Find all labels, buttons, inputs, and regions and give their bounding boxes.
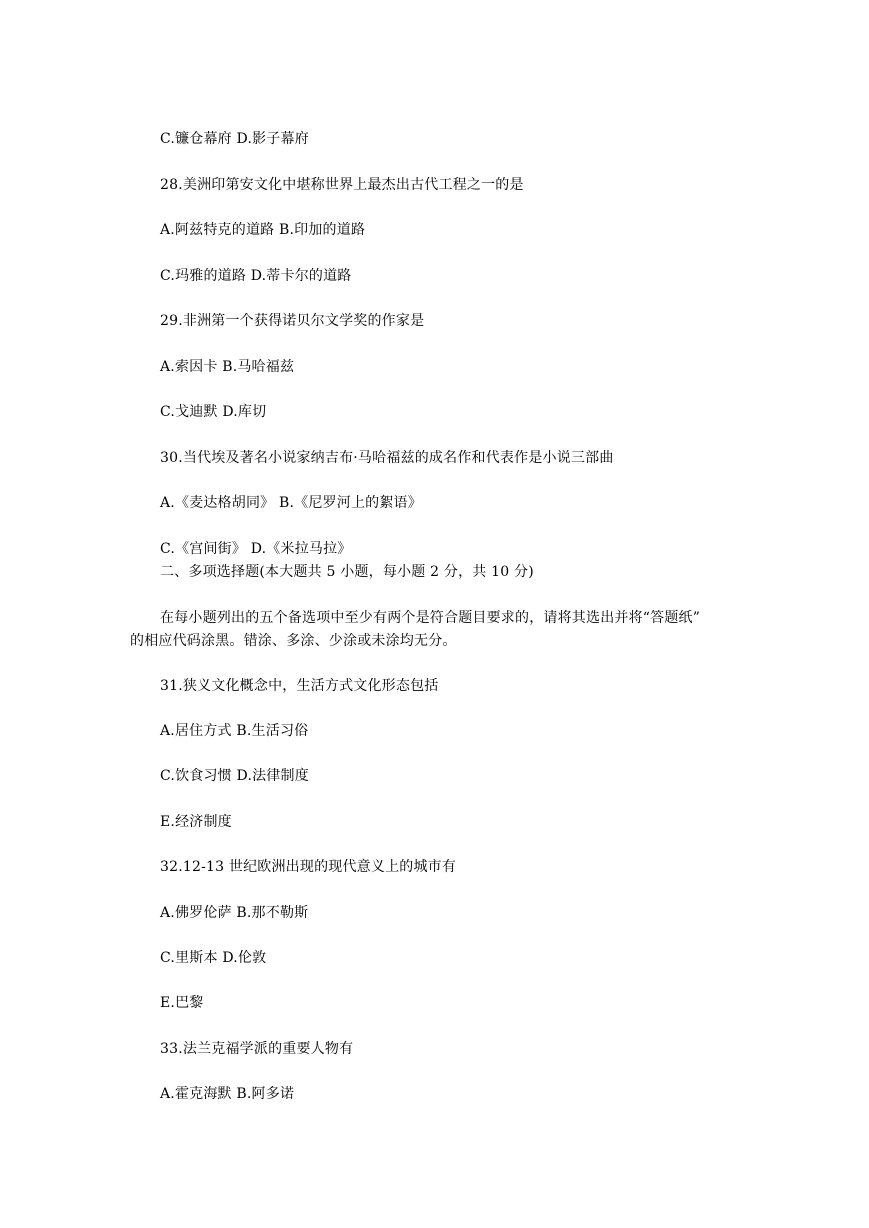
instruction-line-1: 在每小题列出的五个备选项中至少有两个是符合题目要求的，请将其选出并将“答题纸” (160, 610, 701, 626)
instruction-line-2: 的相应代码涂黑。错涂、多涂、少涂或未涂均无分。 (130, 633, 457, 649)
option-line-q31-ab: A.居住方式 B.生活习俗 (160, 723, 309, 739)
question-28: 28.美洲印第安文化中堪称世界上最杰出古代工程之一的是 (160, 177, 524, 193)
question-29: 29.非洲第一个获得诺贝尔文学奖的作家是 (160, 313, 425, 329)
section-heading-multiple-choice: 二、多项选择题(本大题共 5 小题，每小题 2 分，共 10 分) (160, 564, 534, 580)
option-line-q29-ab: A.索因卡 B.马哈福兹 (160, 359, 295, 375)
option-line-q32-cd: C.里斯本 D.伦敦 (160, 950, 267, 966)
option-line-q30-cd: C.《宫间街》 D.《米拉马拉》 (160, 541, 352, 557)
option-line-q32-e: E.巴黎 (160, 995, 204, 1011)
question-30: 30.当代埃及著名小说家纳吉布·马哈福兹的成名作和代表作是小说三部曲 (160, 450, 614, 466)
option-line-q32-ab: A.佛罗伦萨 B.那不勒斯 (160, 905, 309, 921)
option-line-q28-cd: C.玛雅的道路 D.蒂卡尔的道路 (160, 268, 352, 284)
question-33: 33.法兰克福学派的重要人物有 (160, 1041, 354, 1057)
option-line-q27-cd: C.镰仓幕府 D.影子幕府 (160, 131, 309, 147)
option-line-q30-ab: A.《麦达格胡同》 B.《尼罗河上的絮语》 (160, 495, 422, 511)
option-line-q31-cd: C.饮食习惯 D.法律制度 (160, 768, 309, 784)
question-32: 32.12-13 世纪欧洲出现的现代意义上的城市有 (160, 859, 457, 875)
option-line-q33-ab: A.霍克海默 B.阿多诺 (160, 1086, 295, 1102)
option-line-q31-e: E.经济制度 (160, 814, 232, 830)
question-31: 31.狭义文化概念中，生活方式文化形态包括 (160, 678, 439, 694)
option-line-q29-cd: C.戈迪默 D.库切 (160, 404, 267, 420)
option-line-q28-ab: A.阿兹特克的道路 B.印加的道路 (160, 222, 366, 238)
